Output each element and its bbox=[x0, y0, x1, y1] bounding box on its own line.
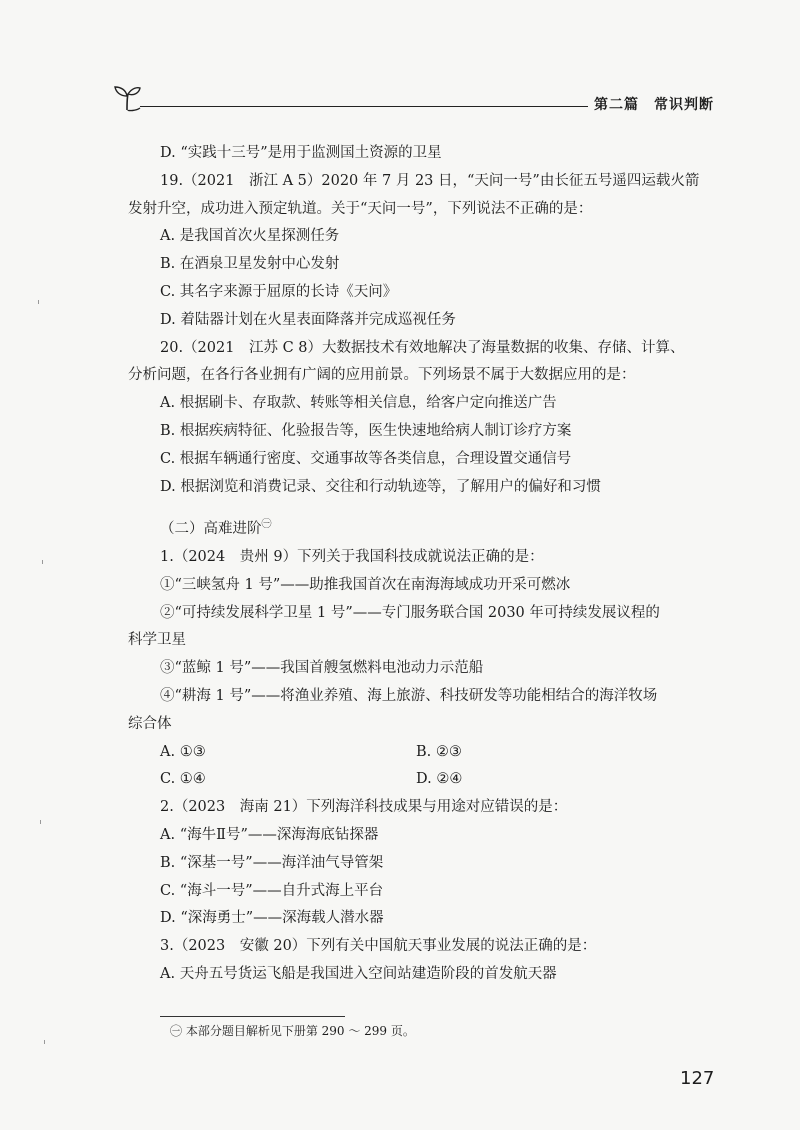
question-2: 2.（2023 海南 21）下列海洋科技成果与用途对应错误的是： bbox=[160, 799, 568, 816]
option-a: A. 是我国首次火星探测任务 bbox=[160, 228, 340, 245]
section-heading bbox=[160, 511, 720, 544]
statement-1: ①“三峡氢舟 1 号”——助推我国首次在南海海域成功开采可燃冰 bbox=[160, 576, 571, 593]
text-line: 科学卫星 bbox=[128, 632, 186, 649]
sprout-icon bbox=[112, 82, 142, 112]
option-c: C. 其名字来源于屈原的长诗《天问》 bbox=[160, 283, 398, 300]
question-3: 3.（2023 安徽 20）下列有关中国航天事业发展的说法正确的是： bbox=[160, 938, 597, 955]
option-b: B. ②③ bbox=[416, 743, 462, 760]
option-a: A. “海牛Ⅱ号”——深海海底钻探器 bbox=[160, 826, 379, 843]
option-b: B. 在酒泉卫星发射中心发射 bbox=[160, 256, 340, 273]
text-line: 分析问题，在各行各业拥有广阔的应用前景。下列场景不属于大数据应用的是： bbox=[128, 367, 636, 384]
statement-3: ③“蓝鲸 1 号”——我国首艘氢燃料电池动力示范船 bbox=[160, 660, 484, 677]
option-a: A. ①③ bbox=[160, 743, 206, 760]
option-c: C. ①④ bbox=[160, 771, 206, 788]
scan-speck bbox=[38, 300, 39, 304]
section-title: （二）高难进阶 bbox=[160, 521, 262, 538]
footnote: ㊀ 本部分题目解析见下册第 290 ～ 299 页。 bbox=[170, 1024, 415, 1038]
option-a: A. 根据刷卡、存取款、转账等相关信息，给客户定向推送广告 bbox=[160, 395, 557, 412]
scan-speck bbox=[40, 820, 41, 824]
statement-4: ④“耕海 1 号”——将渔业养殖、海上旅游、科技研发等功能相结合的海洋牧场 bbox=[160, 687, 658, 704]
scan-speck bbox=[44, 1040, 45, 1044]
question-19: 19.（2021 浙江 A 5）2020 年 7 月 23 日，“天问一号”由长征五号遥四运载火箭 bbox=[160, 172, 700, 189]
footnote-rule bbox=[160, 1016, 345, 1017]
option-d: D. “深海勇士”——深海载人潜水器 bbox=[160, 910, 384, 927]
text-line: 发射升空，成功进入预定轨道。关于“天问一号”，下列说法不正确的是： bbox=[128, 200, 593, 217]
option-b: B. 根据疾病特征、化验报告等，医生快速地给病人制订诊疗方案 bbox=[160, 422, 572, 439]
question-20: 20.（2021 江苏 C 8）大数据技术有效地解决了海量数据的收集、存储、计算、 bbox=[160, 339, 685, 356]
option-d: D. 根据浏览和消费记录、交往和行动轨迹等，了解用户的偏好和习惯 bbox=[160, 478, 601, 495]
option-a: A. 天舟五号货运飞船是我国进入空间站建造阶段的首发航天器 bbox=[160, 965, 557, 982]
scan-speck bbox=[42, 560, 43, 564]
option-d: D. 着陆器计划在火星表面降落并完成巡视任务 bbox=[160, 311, 456, 328]
option-d: D. ②④ bbox=[416, 771, 463, 788]
section-header: 第二篇 常识判断 bbox=[594, 97, 714, 113]
option-b: B. “深基一号”——海洋油气导管架 bbox=[160, 854, 384, 871]
text-line: 综合体 bbox=[128, 715, 172, 732]
options-row bbox=[160, 739, 720, 767]
text-line: D. “实践十三号”是用于监测国土资源的卫星 bbox=[160, 145, 442, 161]
option-c: C. “海斗一号”——自升式海上平台 bbox=[160, 882, 384, 899]
header-rule bbox=[140, 106, 588, 107]
option-c: C. 根据车辆通行密度、交通事故等各类信息，合理设置交通信号 bbox=[160, 450, 572, 467]
statement-2: ②“可持续发展科学卫星 1 号”——专门服务联合国 2030 年可持续发展议程的 bbox=[160, 604, 660, 621]
footnote-marker: ㊀ bbox=[261, 519, 272, 531]
options-row bbox=[160, 766, 720, 794]
page-number: 127 bbox=[680, 1068, 715, 1089]
question-1: 1.（2024 贵州 9）下列关于我国科技成就说法正确的是： bbox=[160, 548, 544, 565]
content bbox=[128, 140, 720, 989]
